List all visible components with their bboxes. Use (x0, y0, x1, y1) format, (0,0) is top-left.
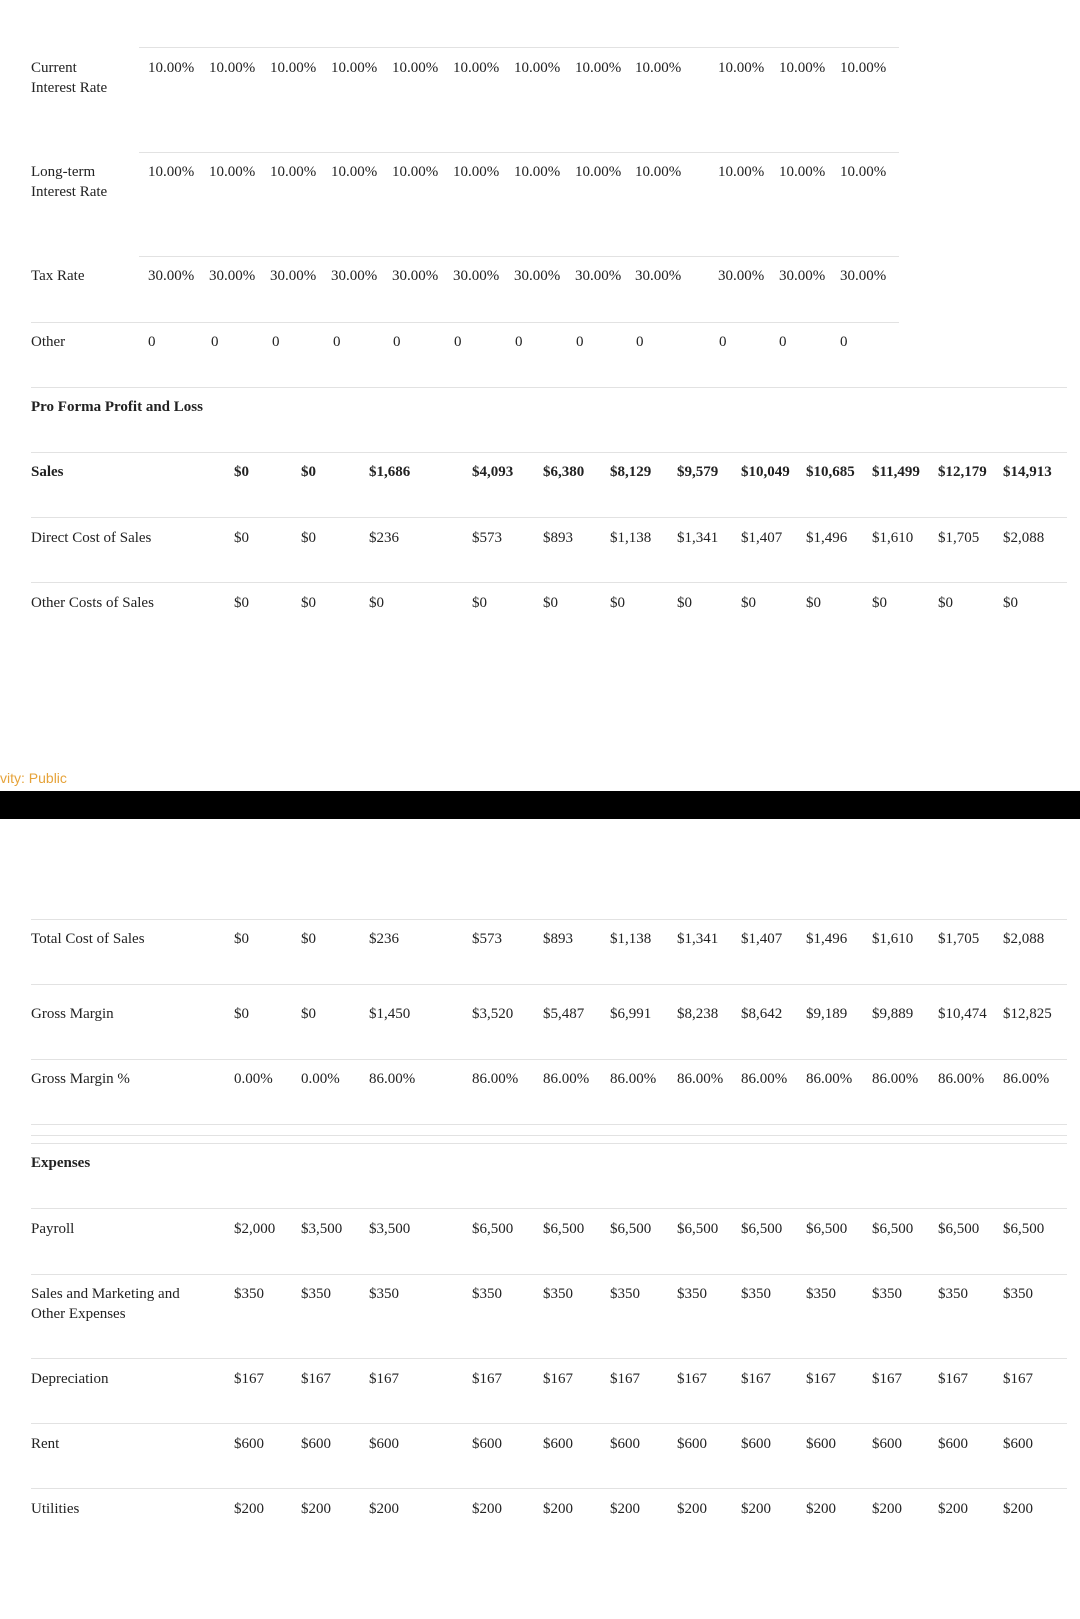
table-cell-sales-marketing-9: $350 (806, 1286, 836, 1302)
table-cell-other-12: 0 (840, 334, 848, 350)
table-cell-sales-11: $12,179 (938, 464, 987, 480)
table-cell-gross-margin-pct-4: 86.00% (472, 1071, 519, 1087)
page-break-bar (0, 791, 1080, 819)
table-cell-rent-1: $600 (234, 1436, 264, 1452)
table-cell-rent-7: $600 (677, 1436, 707, 1452)
table-cell-sales-marketing-12: $350 (1003, 1286, 1033, 1302)
table-cell-utilities-5: $200 (543, 1501, 573, 1517)
table-cell-gross-margin-4: $3,520 (472, 1006, 514, 1022)
table-cell-tax-rate-7: 30.00% (514, 268, 561, 284)
row-label-payroll: Payroll (31, 1221, 75, 1237)
table-cell-current-interest-rate-1: 10.00% (148, 60, 195, 76)
table-cell-tax-rate-6: 30.00% (453, 268, 500, 284)
table-cell-tax-rate-12: 30.00% (840, 268, 887, 284)
table-cell-other-3: 0 (272, 334, 280, 350)
table-cell-sales-marketing-7: $350 (677, 1286, 707, 1302)
table-cell-other-7: 0 (515, 334, 523, 350)
table-cell-current-interest-rate-4: 10.00% (331, 60, 378, 76)
row-divider (31, 517, 1067, 518)
table-cell-sales-12: $14,913 (1003, 464, 1052, 480)
table-cell-payroll-3: $3,500 (369, 1221, 411, 1237)
table-cell-sales-2: $0 (301, 464, 316, 480)
table-cell-gross-margin-10: $9,889 (872, 1006, 914, 1022)
table-cell-rent-10: $600 (872, 1436, 902, 1452)
table-cell-utilities-3: $200 (369, 1501, 399, 1517)
table-cell-other-costs-of-sales-6: $0 (610, 595, 625, 611)
row-divider (31, 322, 899, 323)
table-cell-other-costs-of-sales-9: $0 (806, 595, 821, 611)
table-cell-other-2: 0 (211, 334, 219, 350)
table-cell-gross-margin-pct-7: 86.00% (677, 1071, 724, 1087)
table-cell-other-9: 0 (636, 334, 644, 350)
table-cell-sales-4: $4,093 (472, 464, 514, 480)
table-cell-payroll-1: $2,000 (234, 1221, 276, 1237)
table-cell-sales-marketing-1: $350 (234, 1286, 264, 1302)
table-cell-utilities-11: $200 (938, 1501, 968, 1517)
table-cell-gross-margin-8: $8,642 (741, 1006, 783, 1022)
table-cell-gross-margin-pct-10: 86.00% (872, 1071, 919, 1087)
table-cell-other-costs-of-sales-7: $0 (677, 595, 692, 611)
row-label-direct-cost-of-sales: Direct Cost of Sales (31, 530, 152, 546)
table-cell-other-costs-of-sales-2: $0 (301, 595, 316, 611)
table-cell-sales-marketing-5: $350 (543, 1286, 573, 1302)
table-cell-long-term-interest-rate-7: 10.00% (514, 164, 561, 180)
table-cell-long-term-interest-rate-1: 10.00% (148, 164, 195, 180)
table-cell-tax-rate-2: 30.00% (209, 268, 256, 284)
table-cell-long-term-interest-rate-10: 10.00% (718, 164, 765, 180)
table-cell-gross-margin-11: $10,474 (938, 1006, 987, 1022)
row-divider (139, 47, 899, 48)
table-cell-tax-rate-3: 30.00% (270, 268, 317, 284)
row-divider (31, 1423, 1067, 1424)
table-cell-direct-cost-of-sales-4: $573 (472, 530, 502, 546)
table-cell-total-cost-of-sales-8: $1,407 (741, 931, 783, 947)
row-label-other: Other (31, 334, 66, 350)
row-divider (31, 387, 1067, 388)
table-cell-long-term-interest-rate-5: 10.00% (392, 164, 439, 180)
table-cell-depreciation-5: $167 (543, 1371, 573, 1387)
table-cell-payroll-11: $6,500 (938, 1221, 980, 1237)
table-cell-utilities-10: $200 (872, 1501, 902, 1517)
table-cell-total-cost-of-sales-6: $1,138 (610, 931, 652, 947)
table-cell-depreciation-4: $167 (472, 1371, 502, 1387)
table-cell-gross-margin-6: $6,991 (610, 1006, 652, 1022)
table-cell-long-term-interest-rate-3: 10.00% (270, 164, 317, 180)
row-divider (31, 452, 1067, 453)
table-cell-total-cost-of-sales-7: $1,341 (677, 931, 719, 947)
table-cell-gross-margin-1: $0 (234, 1006, 249, 1022)
table-cell-gross-margin-pct-6: 86.00% (610, 1071, 657, 1087)
table-cell-payroll-2: $3,500 (301, 1221, 343, 1237)
table-cell-payroll-5: $6,500 (543, 1221, 585, 1237)
row-label-current-interest-rate: Current Interest Rate (31, 60, 108, 96)
table-cell-sales-7: $9,579 (677, 464, 719, 480)
table-cell-total-cost-of-sales-2: $0 (301, 931, 316, 947)
table-cell-gross-margin-3: $1,450 (369, 1006, 411, 1022)
table-cell-long-term-interest-rate-9: 10.00% (635, 164, 682, 180)
table-cell-tax-rate-11: 30.00% (779, 268, 826, 284)
row-divider (31, 1059, 1067, 1060)
table-cell-long-term-interest-rate-12: 10.00% (840, 164, 887, 180)
table-cell-other-10: 0 (719, 334, 727, 350)
table-cell-gross-margin-pct-12: 86.00% (1003, 1071, 1050, 1087)
table-cell-sales-5: $6,380 (543, 464, 585, 480)
table-cell-long-term-interest-rate-6: 10.00% (453, 164, 500, 180)
table-cell-rent-3: $600 (369, 1436, 399, 1452)
table-cell-direct-cost-of-sales-11: $1,705 (938, 530, 980, 546)
table-cell-tax-rate-8: 30.00% (575, 268, 622, 284)
classification-label: vity: Public (0, 770, 67, 786)
table-cell-direct-cost-of-sales-7: $1,341 (677, 530, 719, 546)
table-cell-gross-margin-7: $8,238 (677, 1006, 719, 1022)
row-divider (31, 1274, 1067, 1275)
table-cell-sales-marketing-2: $350 (301, 1286, 331, 1302)
table-cell-total-cost-of-sales-3: $236 (369, 931, 399, 947)
table-cell-tax-rate-10: 30.00% (718, 268, 765, 284)
table-cell-depreciation-11: $167 (938, 1371, 968, 1387)
table-cell-total-cost-of-sales-1: $0 (234, 931, 249, 947)
table-cell-total-cost-of-sales-5: $893 (543, 931, 573, 947)
table-cell-rent-5: $600 (543, 1436, 573, 1452)
table-cell-direct-cost-of-sales-9: $1,496 (806, 530, 848, 546)
table-cell-total-cost-of-sales-10: $1,610 (872, 931, 914, 947)
table-cell-total-cost-of-sales-4: $573 (472, 931, 502, 947)
table-cell-payroll-4: $6,500 (472, 1221, 514, 1237)
table-cell-sales-marketing-6: $350 (610, 1286, 640, 1302)
row-divider (31, 582, 1067, 583)
table-cell-long-term-interest-rate-11: 10.00% (779, 164, 826, 180)
row-divider (31, 984, 1067, 985)
table-cell-depreciation-10: $167 (872, 1371, 902, 1387)
table-cell-other-11: 0 (779, 334, 787, 350)
row-label-depreciation: Depreciation (31, 1371, 109, 1387)
table-cell-tax-rate-5: 30.00% (392, 268, 439, 284)
section-title-expenses: Expenses (31, 1155, 91, 1171)
table-cell-sales-3: $1,686 (369, 464, 411, 480)
table-cell-depreciation-7: $167 (677, 1371, 707, 1387)
table-cell-gross-margin-pct-8: 86.00% (741, 1071, 788, 1087)
table-cell-direct-cost-of-sales-10: $1,610 (872, 530, 914, 546)
table-cell-sales-marketing-4: $350 (472, 1286, 502, 1302)
table-cell-direct-cost-of-sales-12: $2,088 (1003, 530, 1045, 546)
table-cell-other-costs-of-sales-11: $0 (938, 595, 953, 611)
table-cell-other-8: 0 (576, 334, 584, 350)
table-cell-other-1: 0 (148, 334, 156, 350)
table-cell-other-costs-of-sales-3: $0 (369, 595, 384, 611)
row-label-gross-margin-pct: Gross Margin % (31, 1071, 130, 1087)
table-cell-other-6: 0 (454, 334, 462, 350)
table-cell-current-interest-rate-7: 10.00% (514, 60, 561, 76)
table-cell-sales-8: $10,049 (741, 464, 790, 480)
table-cell-depreciation-2: $167 (301, 1371, 331, 1387)
table-cell-payroll-9: $6,500 (806, 1221, 848, 1237)
table-cell-current-interest-rate-12: 10.00% (840, 60, 887, 76)
table-cell-gross-margin-pct-9: 86.00% (806, 1071, 853, 1087)
table-cell-sales-marketing-8: $350 (741, 1286, 771, 1302)
row-divider (31, 1488, 1067, 1489)
table-cell-other-costs-of-sales-1: $0 (234, 595, 249, 611)
table-cell-sales-marketing-3: $350 (369, 1286, 399, 1302)
table-cell-current-interest-rate-3: 10.00% (270, 60, 317, 76)
table-cell-gross-margin-pct-1: 0.00% (234, 1071, 273, 1087)
table-cell-total-cost-of-sales-12: $2,088 (1003, 931, 1045, 947)
table-cell-utilities-8: $200 (741, 1501, 771, 1517)
table-cell-other-costs-of-sales-8: $0 (741, 595, 756, 611)
table-cell-current-interest-rate-9: 10.00% (635, 60, 682, 76)
table-cell-payroll-12: $6,500 (1003, 1221, 1045, 1237)
table-cell-direct-cost-of-sales-8: $1,407 (741, 530, 783, 546)
table-cell-sales-10: $11,499 (872, 464, 920, 480)
table-cell-utilities-7: $200 (677, 1501, 707, 1517)
row-label-tax-rate: Tax Rate (31, 268, 85, 284)
table-cell-utilities-9: $200 (806, 1501, 836, 1517)
table-cell-tax-rate-1: 30.00% (148, 268, 195, 284)
table-cell-long-term-interest-rate-4: 10.00% (331, 164, 378, 180)
row-divider (31, 919, 1067, 920)
table-cell-tax-rate-9: 30.00% (635, 268, 682, 284)
table-cell-gross-margin-pct-2: 0.00% (301, 1071, 340, 1087)
table-cell-direct-cost-of-sales-5: $893 (543, 530, 573, 546)
table-cell-direct-cost-of-sales-2: $0 (301, 530, 316, 546)
row-divider (31, 1143, 1067, 1144)
table-cell-payroll-10: $6,500 (872, 1221, 914, 1237)
table-cell-other-5: 0 (393, 334, 401, 350)
table-cell-other-costs-of-sales-5: $0 (543, 595, 558, 611)
table-cell-utilities-1: $200 (234, 1501, 264, 1517)
row-divider (31, 1135, 1067, 1136)
table-cell-rent-8: $600 (741, 1436, 771, 1452)
row-label-gross-margin: Gross Margin (31, 1006, 114, 1022)
table-cell-rent-12: $600 (1003, 1436, 1033, 1452)
table-cell-depreciation-1: $167 (234, 1371, 264, 1387)
table-cell-sales-marketing-11: $350 (938, 1286, 968, 1302)
table-cell-gross-margin-pct-3: 86.00% (369, 1071, 416, 1087)
table-cell-other-costs-of-sales-10: $0 (872, 595, 887, 611)
row-divider (31, 1358, 1067, 1359)
row-divider (31, 1124, 1067, 1125)
table-cell-depreciation-12: $167 (1003, 1371, 1033, 1387)
table-cell-direct-cost-of-sales-3: $236 (369, 530, 399, 546)
table-cell-rent-11: $600 (938, 1436, 968, 1452)
row-label-rent: Rent (31, 1436, 60, 1452)
table-cell-total-cost-of-sales-11: $1,705 (938, 931, 980, 947)
table-cell-sales-9: $10,685 (806, 464, 855, 480)
table-cell-current-interest-rate-5: 10.00% (392, 60, 439, 76)
row-divider (139, 256, 899, 257)
row-divider (31, 1208, 1067, 1209)
table-cell-current-interest-rate-6: 10.00% (453, 60, 500, 76)
table-cell-gross-margin-12: $12,825 (1003, 1006, 1052, 1022)
row-label-utilities: Utilities (31, 1501, 80, 1517)
table-cell-gross-margin-9: $9,189 (806, 1006, 848, 1022)
table-cell-tax-rate-4: 30.00% (331, 268, 378, 284)
table-cell-gross-margin-5: $5,487 (543, 1006, 585, 1022)
table-cell-other-costs-of-sales-12: $0 (1003, 595, 1018, 611)
table-cell-depreciation-6: $167 (610, 1371, 640, 1387)
table-cell-current-interest-rate-11: 10.00% (779, 60, 826, 76)
table-cell-payroll-7: $6,500 (677, 1221, 719, 1237)
table-cell-long-term-interest-rate-8: 10.00% (575, 164, 622, 180)
row-label-other-costs-of-sales: Other Costs of Sales (31, 595, 154, 611)
table-cell-sales-1: $0 (234, 464, 249, 480)
table-cell-payroll-6: $6,500 (610, 1221, 652, 1237)
table-cell-rent-9: $600 (806, 1436, 836, 1452)
table-cell-depreciation-8: $167 (741, 1371, 771, 1387)
table-cell-gross-margin-pct-11: 86.00% (938, 1071, 985, 1087)
table-cell-utilities-4: $200 (472, 1501, 502, 1517)
row-label-sales-and-marketing: Sales and Marketing and Other Expenses (31, 1286, 180, 1322)
table-cell-direct-cost-of-sales-6: $1,138 (610, 530, 652, 546)
table-cell-direct-cost-of-sales-1: $0 (234, 530, 249, 546)
table-cell-current-interest-rate-10: 10.00% (718, 60, 765, 76)
table-cell-utilities-12: $200 (1003, 1501, 1033, 1517)
table-cell-rent-4: $600 (472, 1436, 502, 1452)
table-cell-gross-margin-pct-5: 86.00% (543, 1071, 590, 1087)
table-cell-sales-marketing-10: $350 (872, 1286, 902, 1302)
table-cell-depreciation-3: $167 (369, 1371, 399, 1387)
table-cell-payroll-8: $6,500 (741, 1221, 783, 1237)
table-cell-current-interest-rate-2: 10.00% (209, 60, 256, 76)
table-cell-long-term-interest-rate-2: 10.00% (209, 164, 256, 180)
row-label-sales: Sales (31, 464, 64, 480)
table-cell-rent-2: $600 (301, 1436, 331, 1452)
table-cell-gross-margin-2: $0 (301, 1006, 316, 1022)
section-title-pro-forma: Pro Forma Profit and Loss (31, 399, 203, 415)
table-cell-utilities-2: $200 (301, 1501, 331, 1517)
table-cell-total-cost-of-sales-9: $1,496 (806, 931, 848, 947)
table-cell-sales-6: $8,129 (610, 464, 652, 480)
table-cell-utilities-6: $200 (610, 1501, 640, 1517)
table-cell-other-costs-of-sales-4: $0 (472, 595, 487, 611)
row-divider (139, 152, 899, 153)
row-label-total-cost-of-sales: Total Cost of Sales (31, 931, 145, 947)
row-label-long-term-interest-rate: Long-term Interest Rate (31, 164, 108, 200)
table-cell-current-interest-rate-8: 10.00% (575, 60, 622, 76)
table-cell-depreciation-9: $167 (806, 1371, 836, 1387)
table-cell-other-4: 0 (333, 334, 341, 350)
table-cell-rent-6: $600 (610, 1436, 640, 1452)
